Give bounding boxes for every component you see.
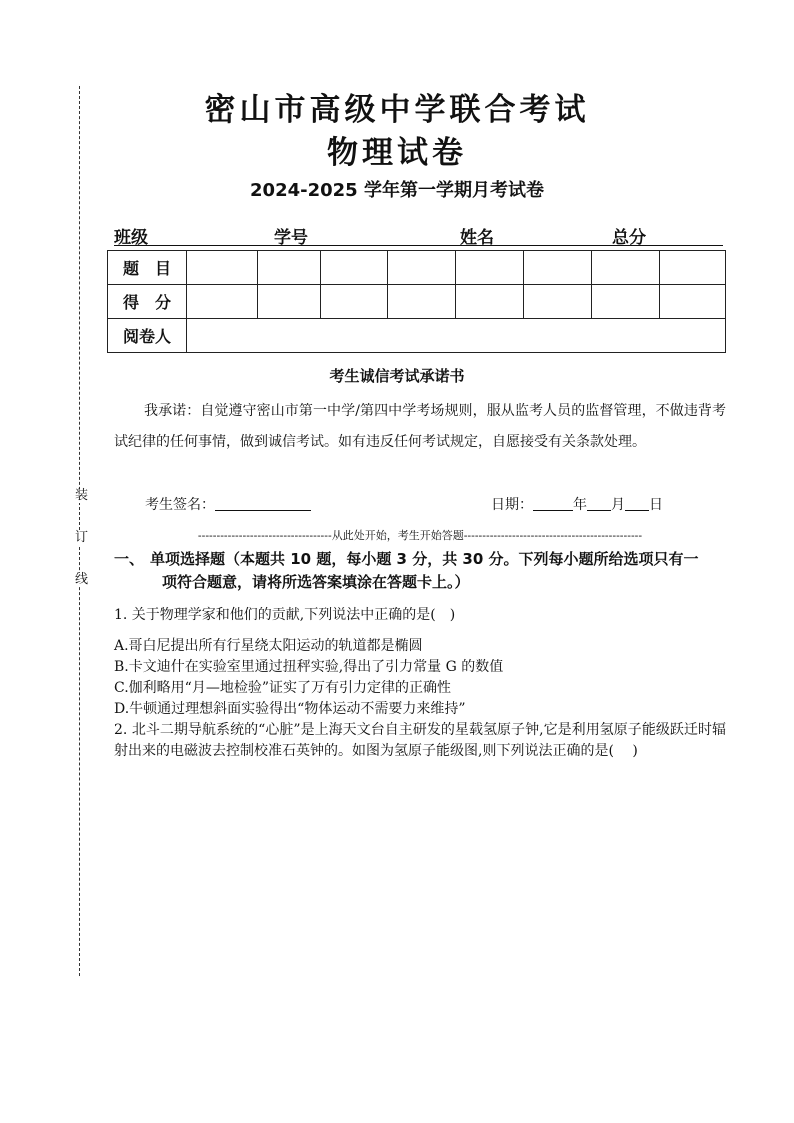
question-cell xyxy=(524,251,592,285)
q2-stem: 2. 北斗二期导航系统的“心脏”是上海天文台自主研发的星载氢原子钟,它是利用氢原子能级跃迁时辐射出来的电磁波去控制校准石英钟的。如图为氢原子能级图,则下列说法正确的是( ) xyxy=(114,722,726,759)
score-row xyxy=(108,285,726,319)
q1-option-d: D.牛顿通过理想斜面实验得出“物体运动不需要力来维持” xyxy=(114,701,466,717)
signature-blank xyxy=(215,496,311,511)
date-label: 日期： xyxy=(491,497,533,513)
q1-stem: 1. 关于物理学家和他们的贡献,下列说法中正确的是( ) xyxy=(114,607,456,623)
date-field xyxy=(491,494,663,514)
score-cell xyxy=(592,285,660,319)
exam-term: 2024-2025 学年第一学期月考试卷 xyxy=(250,180,544,201)
binding-char-zhuang: 装 xyxy=(75,488,89,503)
year-blank xyxy=(533,496,573,511)
question-cell xyxy=(258,251,321,285)
grader-row xyxy=(108,319,726,353)
total-score-label: 总分 xyxy=(612,228,646,248)
question-cell xyxy=(592,251,660,285)
year-label: 年 xyxy=(573,497,587,513)
score-cell xyxy=(321,285,388,319)
question-row xyxy=(108,251,726,285)
section-number: 一、 xyxy=(114,550,145,568)
section-one-heading xyxy=(114,548,726,594)
day-blank xyxy=(625,496,649,511)
grader-cell xyxy=(187,319,726,353)
student-info-row xyxy=(114,223,723,246)
score-cell xyxy=(660,285,726,319)
class-label: 班级 xyxy=(114,228,148,248)
signature-label: 考生签名： xyxy=(145,497,215,513)
score-cell xyxy=(524,285,592,319)
month-blank xyxy=(587,496,611,511)
pledge-title: 考生诚信考试承诺书 xyxy=(329,367,465,385)
question-cell xyxy=(187,251,258,285)
score-cell xyxy=(388,285,456,319)
section-instructions-line1: 单项选择题（本题共 10 题，每小题 3 分，共 30 分。下列每小题所给选项只有一 xyxy=(150,550,699,568)
signature-row xyxy=(145,494,705,514)
student-id-label: 学号 xyxy=(274,228,308,248)
binding-char-xian: 线 xyxy=(75,572,89,587)
score-cell xyxy=(187,285,258,319)
exam-title: 密山市高级中学联合考试 xyxy=(204,92,590,128)
question-cell xyxy=(321,251,388,285)
score-cell xyxy=(258,285,321,319)
score-row-label: 得 分 xyxy=(108,285,187,319)
question-cell xyxy=(660,251,726,285)
question-row-label: 题 目 xyxy=(108,251,187,285)
q1-option-a: A.哥白尼提出所有行星绕太阳运动的轨道都是椭圆 xyxy=(114,638,423,654)
pledge-text: 我承诺：自觉遵守密山市第一中学/第四中学考场规则，服从监考人员的监督管理，不做违背考试纪律的任何事情，做到诚信考试。如有违反任何考试规定，自愿接受有关条款处理。 xyxy=(114,403,726,450)
name-label: 姓名 xyxy=(460,228,494,248)
score-table xyxy=(107,250,726,353)
question-cell xyxy=(456,251,524,285)
exam-subject: 物理试卷 xyxy=(327,135,467,171)
answer-start-divider: ------------------------------------从此处开始，考生开始答题------------------------------------------------ xyxy=(197,529,643,542)
score-cell xyxy=(456,285,524,319)
q1-option-c: C.伽利略用“月—地检验”证实了万有引力定律的正确性 xyxy=(114,680,451,696)
month-label: 月 xyxy=(611,497,625,513)
question-cell xyxy=(388,251,456,285)
q1-option-b: B.卡文迪什在实验室里通过扭秤实验,得出了引力常量 G 的数值 xyxy=(114,659,504,675)
grader-row-label: 阅卷人 xyxy=(108,319,187,353)
day-label: 日 xyxy=(649,497,663,513)
section-instructions-line2: 项符合题意，请将所选答案填涂在答题卡上。） xyxy=(162,573,470,591)
binding-char-ding: 订 xyxy=(75,530,89,545)
